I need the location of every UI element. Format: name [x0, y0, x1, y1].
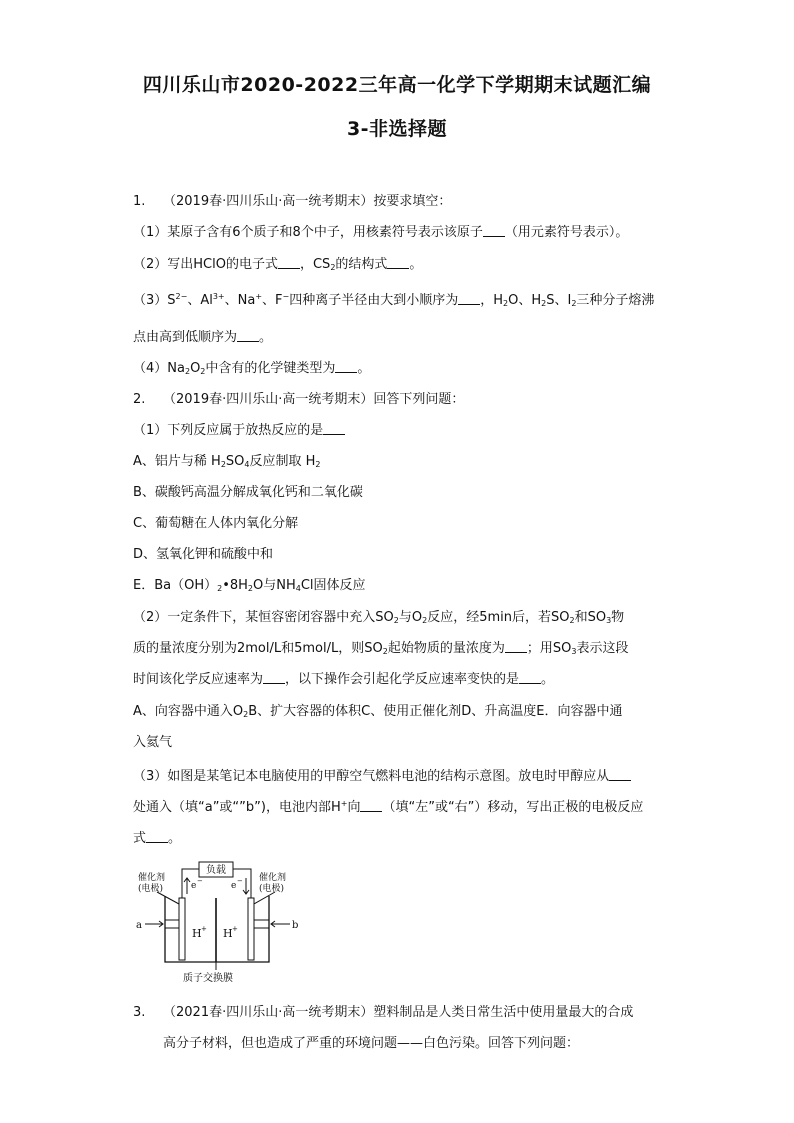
q2-part3-text: 处通入（填“a”或“”b”)，电池内部H: [133, 800, 341, 815]
q1-part1-tail: （用元素符号表示）。: [504, 225, 629, 240]
q2-part3-text: 。: [168, 831, 182, 846]
inlet-b-label: b: [292, 920, 299, 931]
subscript: 2: [184, 367, 191, 376]
subscript: 3: [571, 647, 577, 656]
q1-part3-text: S、I: [546, 293, 572, 308]
q2-part2-text: 和SO: [574, 610, 607, 625]
q1-part3-text: 点由高到低顺序为: [133, 330, 238, 345]
answer-blank[interactable]: [278, 256, 300, 269]
q1-part1-text: （1）某原子含有6个质子和8个中子，用核素符号表示该原子: [133, 225, 483, 240]
q2-part3-text: 向: [347, 800, 361, 815]
q2-option-a: [133, 453, 321, 471]
q1-part3-cont: [133, 329, 272, 347]
answer-blank[interactable]: [483, 224, 505, 237]
subscript: 2: [422, 616, 428, 625]
q1-part3-text: 四种离子半径由大到小顺序为: [289, 293, 459, 308]
right-electrode: [248, 898, 254, 960]
answer-blank[interactable]: [387, 256, 409, 269]
q1-part2-text: 。: [409, 257, 423, 272]
q1-part3-text: 三种分子熔沸: [576, 293, 655, 308]
q2-part2-text: （2）一定条件下，某恒容密闭容器中充入SO: [133, 610, 394, 625]
superscript: 2−: [175, 292, 188, 301]
q1-part3-text: 。: [259, 330, 273, 345]
option-text: E．Ba（OH）: [133, 578, 218, 593]
q2-part2-text: 与O: [398, 610, 423, 625]
question-number: 1.: [133, 194, 146, 209]
question-3-header: [133, 1004, 633, 1022]
question-2-header: [133, 391, 464, 409]
page-title: 四川乐山市2020-2022三年高一化学下学期期末试题汇编: [142, 74, 652, 96]
electrode-right-label: (电极): [259, 884, 285, 894]
q2-part2-text: 反应，经5min后，若SO: [427, 610, 570, 625]
answer-blank[interactable]: [237, 329, 259, 342]
subscript: 2: [220, 460, 226, 469]
q2-part2-line3: [133, 671, 554, 689]
fuel-cell-diagram: [135, 858, 300, 986]
answer-blank[interactable]: [505, 640, 527, 653]
q2-part2-text: 质的量浓度分别为2mol/L和5mol/L，则SO: [133, 641, 383, 656]
subscript: 2: [243, 710, 249, 719]
q1-part4-text: 中含有的化学键类型为: [205, 361, 336, 376]
q1-part2-text: ，CS: [299, 257, 331, 272]
q2-part2-text: ，以下操作会引起化学反应速率变快的是: [285, 672, 520, 687]
q2-part3-text: 式: [133, 831, 147, 846]
option-text: O与NH: [253, 578, 296, 593]
cell-container: [165, 896, 269, 962]
subscript: 2: [217, 584, 223, 593]
q2-part3-line2: [133, 799, 643, 817]
option-text: SO: [225, 454, 245, 469]
q1-part3-text: （3）S: [133, 293, 176, 308]
subscript: 4: [244, 460, 250, 469]
superscript: +: [340, 799, 348, 808]
proton-left-sign: +: [201, 925, 207, 933]
subscript: 2: [247, 584, 254, 593]
answer-blank[interactable]: [360, 799, 382, 812]
q1-part3-text: 、Na: [224, 293, 256, 308]
subscript: 2: [382, 647, 388, 656]
q2-option-e: [133, 577, 366, 595]
superscript: +: [255, 292, 263, 301]
q1-part2-text: 的结构式: [335, 257, 388, 272]
q2-part3-text: （填“左”或“右”）移动，写出正极的电极反应: [382, 800, 644, 815]
question-source: （2019春·四川乐山·高一统考期末）回答下列问题：: [163, 392, 465, 407]
option-text: •8H: [222, 578, 248, 593]
subscript: 2: [541, 299, 547, 308]
q2-part3-line3: [133, 830, 181, 848]
question-3-text-cont: 高分子材料，但也造成了严重的环境问题——白色污染。回答下列问题：: [163, 1036, 580, 1051]
q2-part2-line4: [133, 703, 622, 721]
q1-part3: [133, 292, 654, 310]
proton-right-sign: +: [232, 925, 238, 933]
option-text: 反应制取 H: [249, 454, 316, 469]
question-1-header: [133, 193, 451, 211]
q2-part2-text: 物: [611, 610, 625, 625]
q2-part2-text: 。: [541, 672, 555, 687]
proton-right-label: H: [223, 927, 233, 940]
q2-part2-text: 时间该化学反应速率为: [133, 672, 264, 687]
subscript: 2: [503, 299, 509, 308]
q2-part2-text: B、扩大容器的体积C、使用正催化剂D、升高温度E．向容器中通: [248, 704, 623, 719]
q2-part2-line1: [133, 609, 624, 627]
subscript: 2: [200, 367, 206, 376]
answer-blank[interactable]: [458, 292, 480, 305]
q2-option-c: C、葡萄糖在人体内氧化分解: [133, 516, 299, 531]
catalyst-right-label: 催化剂: [259, 873, 287, 883]
q2-part3-line1: [133, 768, 631, 786]
electrode-left-label: (电极): [138, 884, 164, 894]
option-text: Cl固体反应: [300, 578, 366, 593]
electron-right-label: e: [231, 881, 237, 891]
left-electrode: [179, 898, 185, 960]
option-text: A、铝片与稀 H: [133, 454, 221, 469]
q1-part2-text: （2）写出HClO的电子式: [133, 257, 278, 272]
q1-part4-text: （4）Na: [133, 361, 185, 376]
q1-part4-text: 。: [357, 361, 371, 376]
answer-blank[interactable]: [146, 830, 168, 843]
q2-part1-text: （1）下列反应属于放热反应的是: [133, 423, 324, 438]
subscript: 3: [606, 616, 612, 625]
subscript: 2: [393, 616, 399, 625]
q1-part2: [133, 256, 422, 274]
q1-part3-text: ，H: [480, 293, 504, 308]
subscript: 2: [315, 460, 321, 469]
q2-option-d: D、氢氧化钾和硫酸中和: [133, 547, 274, 562]
answer-blank[interactable]: [323, 422, 345, 435]
q1-part3-text: 、F: [262, 293, 283, 308]
subscript: 4: [295, 584, 301, 593]
inlet-a-label: a: [136, 920, 142, 931]
electron-left-sign: −: [197, 877, 203, 885]
q1-part4: [133, 360, 370, 378]
page-subtitle: 3-非选择题: [346, 118, 448, 140]
superscript: −: [282, 292, 290, 301]
q2-part2-line2: [133, 640, 628, 658]
question-3-text: （2021春·四川乐山·高一统考期末）塑料制品是人类日常生活中使用量最大的合成: [163, 1005, 634, 1020]
superscript: 3+: [212, 292, 225, 301]
q2-part2-text: ；用SO: [526, 641, 572, 656]
q2-part2-text: 起始物质的量浓度为: [387, 641, 505, 656]
load-label: 负载: [206, 865, 226, 876]
q1-part1: [133, 224, 628, 242]
answer-blank[interactable]: [519, 671, 541, 684]
question-number: 2.: [133, 392, 146, 407]
answer-blank[interactable]: [609, 768, 631, 781]
q2-option-b: B、碳酸钙高温分解成氧化钙和二氧化碳: [133, 485, 363, 500]
q1-part3-text: O、H: [508, 293, 542, 308]
answer-blank[interactable]: [335, 360, 357, 373]
proton-left-label: H: [192, 927, 202, 940]
question-number: 3.: [133, 1005, 146, 1020]
catalyst-left-label: 催化剂: [138, 873, 166, 883]
q2-part2-text: 表示这段: [576, 641, 629, 656]
electron-right-sign: −: [237, 877, 243, 885]
q2-part2-line5: 入氦气: [133, 735, 173, 750]
subscript: 2: [571, 299, 577, 308]
q1-part4-text: O: [190, 361, 201, 376]
q2-part1: [133, 422, 345, 440]
subscript: 2: [569, 616, 575, 625]
subscript: 2: [330, 263, 336, 272]
q1-part3-text: 、Al: [187, 293, 213, 308]
question-source: （2019春·四川乐山·高一统考期末）按要求填空：: [163, 194, 452, 209]
answer-blank[interactable]: [263, 671, 285, 684]
q2-part2-text: A、向容器中通入O: [133, 704, 244, 719]
membrane-label: 质子交换膜: [183, 973, 233, 984]
q2-part3-text: （3）如图是某笔记本电脑使用的甲醇空气燃料电池的结构示意图。放电时甲醇应从: [133, 769, 610, 784]
electron-left-label: e: [191, 881, 197, 891]
